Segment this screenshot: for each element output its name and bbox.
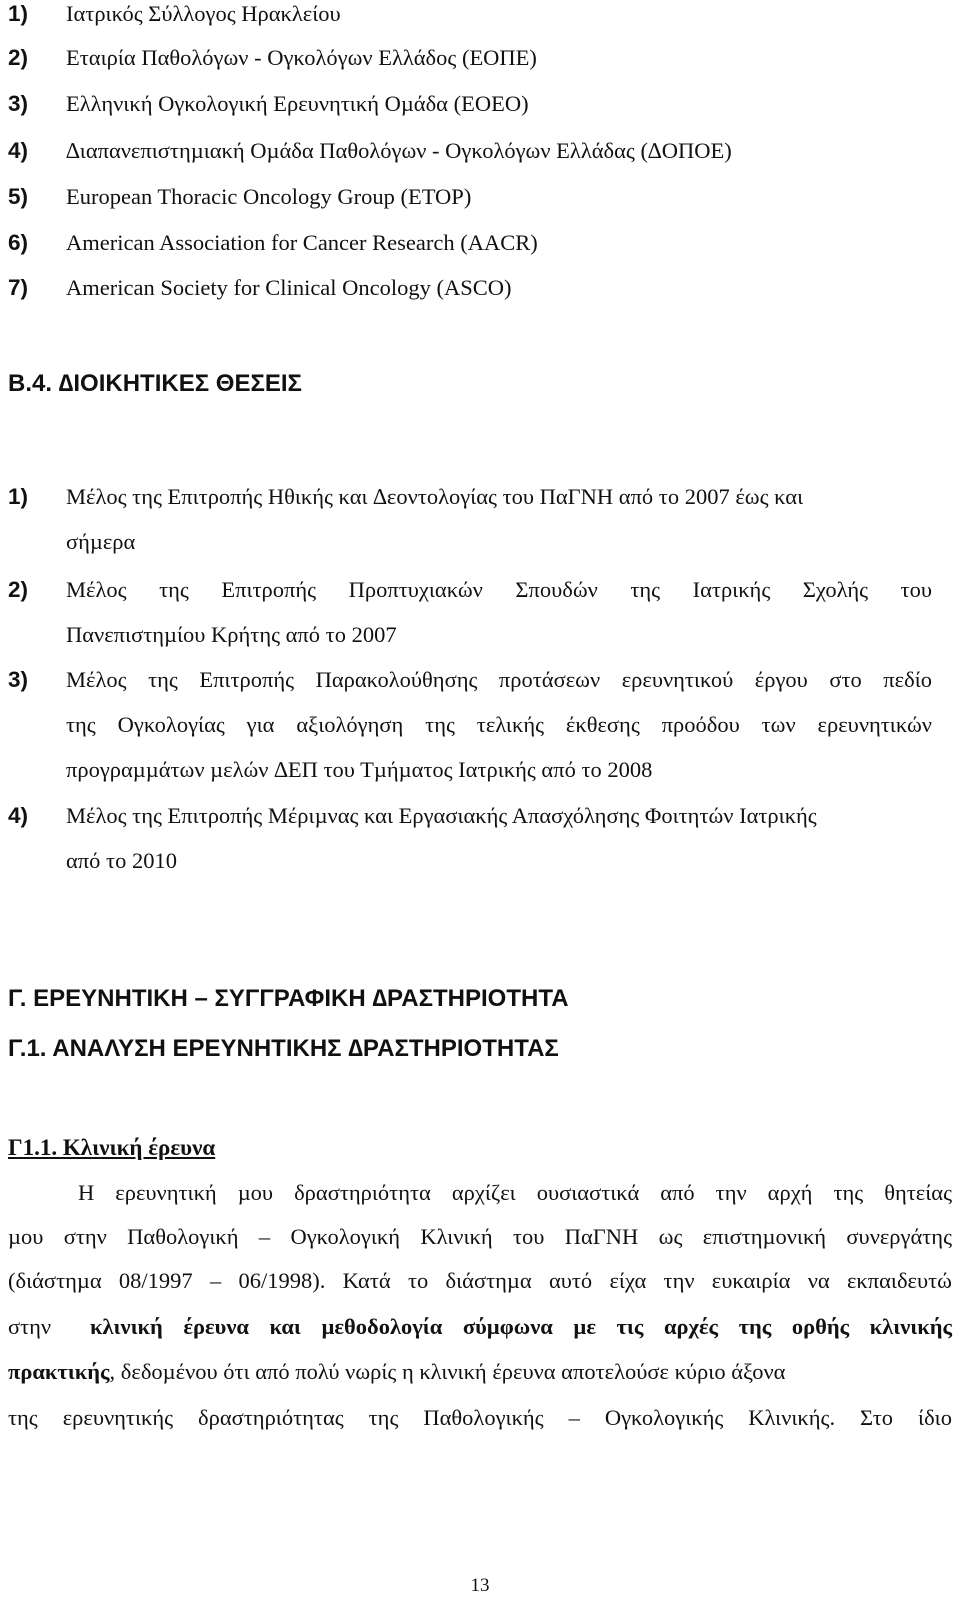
item-number: 5): [8, 184, 29, 209]
paragraph-bold-text: πρακτικής: [8, 1359, 110, 1384]
item-text: Μέλος της Επιτροπής Παρακολούθησης προτάσεων ερευνητικού έργου στο πεδίο: [66, 667, 932, 692]
item-text: American Society for Clinical Oncology (ASCO): [66, 275, 512, 300]
paragraph-line: [8, 1405, 952, 1431]
paragraph-text: της ερευνητικής δραστηριότητας της Παθολογικής – Ογκολογικής Κλινικής. Στο ίδιο: [8, 1405, 952, 1430]
item-text: Μέλος της Επιτροπής Ηθικής και ∆εοντολογίας του ΠαΓΝΗ από το 2007 έως και: [66, 484, 804, 509]
item-number: 2): [8, 45, 29, 70]
item-text: από το 2010: [66, 848, 177, 873]
item-text: ∆ιαπανεπιστηµιακή Οµάδα Παθολόγων - Ογκολόγων Ελλάδας (∆ΟΠΟΕ): [66, 138, 732, 163]
item-number: 4): [8, 138, 29, 163]
paragraph-line: [8, 1224, 952, 1250]
item-number: 1): [8, 484, 29, 509]
page-number: 13: [470, 1575, 490, 1596]
item-number: 1): [8, 1, 29, 26]
paragraph-bold-text: κλινική έρευνα και µεθοδολογία σύµφωνα µε τις αρχές της ορθής κλινικής: [90, 1314, 952, 1339]
item-number: 3): [8, 91, 29, 116]
section-heading-b4: Β.4. ∆ΙΟΙΚΗΤΙΚΕΣ ΘΕΣΕΙΣ: [8, 370, 302, 397]
paragraph-text: , δεδοµένου ότι από πολύ νωρίς η κλινική έρευνα αποτελούσε κύριο άξονα: [109, 1359, 786, 1384]
subsection-heading-c11: Γ1.1. Κλινική έρευνα: [8, 1135, 216, 1160]
item-number: 6): [8, 230, 29, 255]
paragraph-text: Η ερευνητική µου δραστηριότητα αρχίζει ουσιαστικά από την αρχή της θητείας: [78, 1180, 952, 1205]
paragraph-text: µου στην Παθολογική – Ογκολογική Κλινική του ΠαΓΝΗ ως επιστηµονική συνεργάτης: [8, 1224, 952, 1249]
item-text: Μέλος της Επιτροπής Προπτυχιακών Σπουδών της Ιατρικής Σχολής του: [66, 577, 932, 602]
paragraph-text: (διάστηµα 08/1997 – 06/1998). Κατά το διάστηµα αυτό είχα την ευκαιρία να εκπαιδευτώ: [8, 1268, 952, 1293]
item-number: 2): [8, 577, 29, 602]
section-heading-c1: Γ.1. ΑΝΑΛΥΣΗ ΕΡΕΥΝΗΤΙΚΗΣ ∆ΡΑΣΤΗΡΙΟΤΗΤΑΣ: [8, 1035, 559, 1062]
item-text: Μέλος της Επιτροπής Μέριµνας και Εργασιακής Απασχόλησης Φοιτητών Ιατρικής: [66, 803, 817, 828]
item-text: προγραµµάτων µελών ∆ΕΠ του Τµήµατος Ιατρικής από το 2008: [66, 757, 653, 782]
item-number: 3): [8, 667, 29, 692]
item-text: European Thoracic Oncology Group (ETOP): [66, 184, 472, 209]
paragraph-text: στην: [8, 1314, 52, 1339]
paragraph-line: [78, 1180, 952, 1206]
item-number: 4): [8, 803, 29, 828]
item-text: Ελληνική Ογκολογική Ερευνητική Οµάδα (ΕΟΕΟ): [66, 91, 529, 116]
item-text: της Ογκολογίας για αξιολόγηση της τελικής έκθεσης προόδου των ερευνητικών: [66, 712, 932, 737]
paragraph-line: [8, 1359, 952, 1385]
paragraph-line: [8, 1314, 952, 1340]
item-text: Εταιρία Παθολόγων - Ογκολόγων Ελλάδος (ΕΟΠΕ): [66, 45, 537, 70]
item-text: Ιατρικός Σύλλογος Ηρακλείου: [66, 1, 341, 26]
item-text: Πανεπιστηµίου Κρήτης από το 2007: [66, 622, 397, 647]
item-number: 7): [8, 275, 29, 300]
section-heading-c: Γ. ΕΡΕΥΝΗΤΙΚΗ – ΣΥΓΓΡΑΦΙΚΗ ∆ΡΑΣΤΗΡΙΟΤΗΤΑ: [8, 985, 569, 1012]
item-text: σήµερα: [66, 529, 136, 554]
item-text: American Association for Cancer Research (AACR): [66, 230, 538, 255]
paragraph-line: [8, 1268, 952, 1294]
